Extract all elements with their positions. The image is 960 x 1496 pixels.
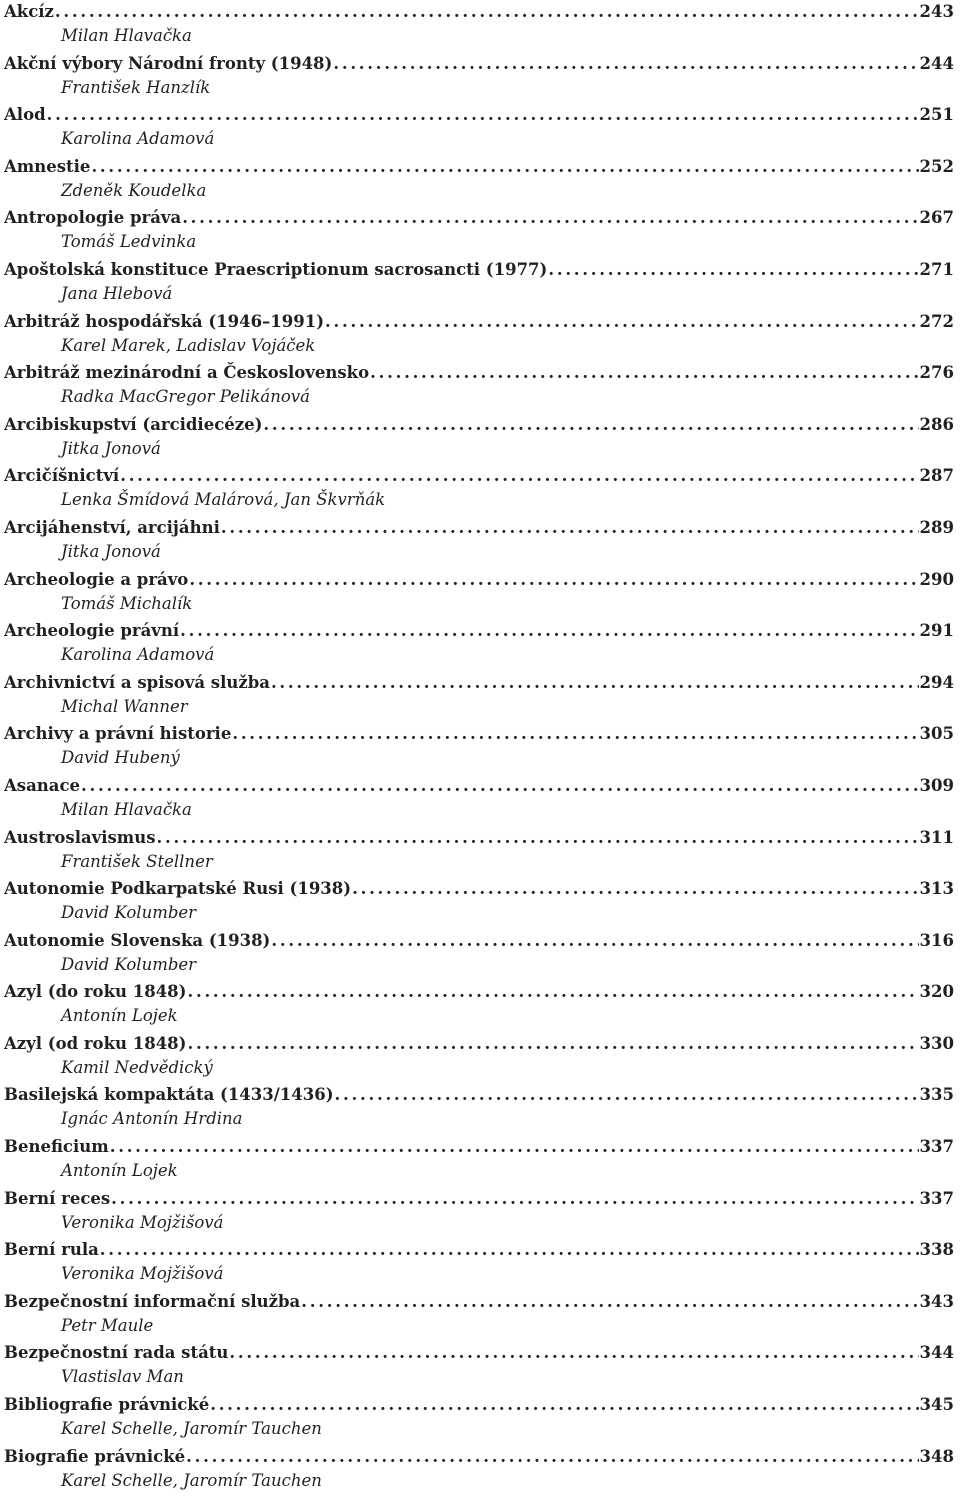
entry-title[interactable]: Arbitráž hospodářská (1946–1991) bbox=[4, 311, 325, 331]
entry-author: Veronika Mojžišová bbox=[61, 1264, 224, 1284]
entry-title[interactable]: Antropologie práva bbox=[4, 208, 182, 228]
toc-entry-line[interactable] bbox=[4, 877, 954, 901]
toc-entry[interactable] bbox=[4, 619, 954, 671]
dot-leader bbox=[370, 361, 918, 385]
entry-title[interactable]: Arbitráž mezinárodní a Československo bbox=[4, 363, 370, 383]
dot-leader bbox=[120, 464, 918, 488]
dot-leader bbox=[221, 516, 919, 540]
entry-title[interactable]: Beneficium bbox=[4, 1137, 109, 1157]
toc-entry-line[interactable] bbox=[4, 826, 954, 850]
entry-author: Radka MacGregor Pelikánová bbox=[61, 387, 310, 407]
toc-entry-line[interactable] bbox=[4, 1238, 954, 1262]
toc-entry-line[interactable] bbox=[4, 929, 954, 953]
entry-page-number[interactable]: 276 bbox=[919, 363, 954, 383]
dot-leader bbox=[110, 1135, 919, 1159]
entry-author: Karel Schelle, Jaromír Tauchen bbox=[61, 1419, 322, 1439]
entry-author: Zdeněk Koudelka bbox=[61, 180, 207, 200]
toc-entry[interactable] bbox=[4, 1032, 954, 1084]
toc-entry-line[interactable] bbox=[4, 1187, 954, 1211]
entry-author: Veronika Mojžišová bbox=[61, 1212, 224, 1232]
toc-entry-line[interactable] bbox=[4, 413, 954, 437]
dot-leader bbox=[232, 722, 918, 746]
entry-author: Michal Wanner bbox=[61, 696, 188, 716]
toc-entry-line[interactable] bbox=[4, 516, 954, 540]
entry-author: Milan Hlavačka bbox=[61, 799, 192, 819]
table-of-contents bbox=[4, 0, 954, 1496]
toc-entry-line[interactable] bbox=[4, 980, 954, 1004]
entry-page-number[interactable]: 330 bbox=[919, 1033, 954, 1053]
toc-entry[interactable] bbox=[4, 929, 954, 981]
entry-page-number[interactable]: 337 bbox=[919, 1188, 954, 1208]
entry-page-number[interactable]: 272 bbox=[919, 311, 954, 331]
dot-leader bbox=[47, 103, 919, 127]
entry-title[interactable]: Archivy a právní historie bbox=[4, 724, 232, 744]
entry-author: František Hanzlík bbox=[61, 77, 211, 97]
toc-entry-line[interactable] bbox=[4, 0, 954, 24]
entry-author: Tomáš Ledvinka bbox=[61, 232, 197, 252]
dot-leader bbox=[301, 1290, 918, 1314]
toc-entry-line[interactable] bbox=[4, 1083, 954, 1107]
toc-entry[interactable] bbox=[4, 1393, 954, 1445]
toc-entry-line[interactable] bbox=[4, 722, 954, 746]
toc-entry[interactable] bbox=[4, 1135, 954, 1187]
entry-author: Milan Hlavačka bbox=[61, 26, 192, 45]
entry-title[interactable]: Arcičíšnictví bbox=[4, 466, 120, 486]
entry-page-number[interactable]: 267 bbox=[919, 208, 954, 228]
toc-entry-line[interactable] bbox=[4, 1341, 954, 1365]
toc-entry-line[interactable] bbox=[4, 1393, 954, 1417]
dot-leader bbox=[325, 310, 919, 334]
toc-entry-line[interactable] bbox=[4, 52, 954, 76]
entry-page-number[interactable]: 294 bbox=[919, 672, 954, 692]
dot-leader bbox=[100, 1238, 919, 1262]
entry-author: Kamil Nedvědický bbox=[61, 1057, 213, 1077]
entry-title[interactable]: Biografie právnické bbox=[4, 1446, 186, 1466]
entry-page-number[interactable]: 348 bbox=[919, 1446, 954, 1466]
entry-title[interactable]: Apoštolská konstituce Praescriptionum sacrosancti (1977) bbox=[4, 259, 548, 279]
toc-entry[interactable] bbox=[4, 0, 954, 52]
toc-entry[interactable] bbox=[4, 671, 954, 723]
entry-title[interactable]: Berní reces bbox=[4, 1188, 111, 1208]
entry-author: Karel Schelle, Jaromír Tauchen bbox=[61, 1470, 322, 1490]
entry-page-number[interactable]: 343 bbox=[919, 1291, 954, 1311]
entry-page-number[interactable]: 243 bbox=[919, 2, 954, 21]
toc-entry[interactable] bbox=[4, 516, 954, 568]
toc-entry[interactable] bbox=[4, 206, 954, 258]
entry-title[interactable]: Autonomie Slovenska (1938) bbox=[4, 930, 271, 950]
dot-leader bbox=[189, 568, 918, 592]
dot-leader bbox=[210, 1393, 918, 1417]
entry-author: Lenka Šmídová Malárová, Jan Škvrňák bbox=[61, 490, 386, 510]
entry-title[interactable]: Azyl (do roku 1848) bbox=[4, 982, 187, 1002]
entry-page-number[interactable]: 251 bbox=[919, 105, 954, 125]
dot-leader bbox=[187, 1032, 918, 1056]
entry-page-number[interactable]: 345 bbox=[919, 1395, 954, 1415]
dot-leader bbox=[91, 155, 918, 179]
entry-title[interactable]: Arcijáhenství, arcijáhni bbox=[4, 517, 220, 537]
entry-page-number[interactable]: 291 bbox=[919, 621, 954, 641]
dot-leader bbox=[333, 52, 918, 76]
toc-entry[interactable] bbox=[4, 1341, 954, 1393]
dot-leader bbox=[271, 671, 919, 695]
entry-title[interactable]: Akční výbory Národní fronty (1948) bbox=[4, 53, 333, 73]
toc-entry-line[interactable] bbox=[4, 619, 954, 643]
entry-title[interactable]: Archeologie právní bbox=[4, 621, 180, 641]
toc-entry-line[interactable] bbox=[4, 1135, 954, 1159]
entry-page-number[interactable]: 309 bbox=[919, 775, 954, 795]
entry-page-number[interactable]: 244 bbox=[919, 53, 954, 73]
entry-page-number[interactable]: 320 bbox=[919, 982, 954, 1002]
entry-author: Vlastislav Man bbox=[61, 1367, 184, 1387]
toc-entry-line[interactable] bbox=[4, 671, 954, 695]
toc-entry-line[interactable] bbox=[4, 155, 954, 179]
entry-title[interactable]: Alod bbox=[4, 105, 46, 125]
entry-page-number[interactable]: 252 bbox=[919, 156, 954, 176]
entry-page-number[interactable]: 344 bbox=[919, 1343, 954, 1363]
dot-leader bbox=[271, 929, 918, 953]
entry-author: Jitka Jonová bbox=[61, 541, 161, 561]
dot-leader bbox=[335, 1083, 919, 1107]
toc-entry[interactable] bbox=[4, 774, 954, 826]
entry-author: David Kolumber bbox=[61, 954, 197, 974]
entry-title[interactable]: Bibliografie právnické bbox=[4, 1395, 210, 1415]
entry-page-number[interactable]: 305 bbox=[919, 724, 954, 744]
dot-leader bbox=[157, 826, 919, 850]
dot-leader bbox=[81, 774, 919, 798]
entry-author: David Kolumber bbox=[61, 903, 197, 923]
entry-title[interactable]: Amnestie bbox=[4, 156, 91, 176]
toc-entry-line[interactable] bbox=[4, 774, 954, 798]
dot-leader bbox=[180, 619, 918, 643]
toc-entry[interactable] bbox=[4, 52, 954, 104]
dot-leader bbox=[55, 0, 919, 24]
entry-title[interactable]: Archeologie a právo bbox=[4, 569, 189, 589]
dot-leader bbox=[186, 1445, 918, 1469]
entry-author: Karel Marek, Ladislav Vojáček bbox=[61, 335, 316, 355]
entry-title[interactable]: Austroslavismus bbox=[4, 827, 156, 847]
toc-entry[interactable] bbox=[4, 1187, 954, 1239]
entry-page-number[interactable]: 337 bbox=[919, 1137, 954, 1157]
dot-leader bbox=[548, 258, 918, 282]
toc-entry[interactable] bbox=[4, 361, 954, 413]
entry-title[interactable]: Bezpečnostní rada státu bbox=[4, 1343, 229, 1363]
entry-author: Karolina Adamová bbox=[61, 129, 215, 149]
toc-entry-line[interactable] bbox=[4, 1445, 954, 1469]
dot-leader bbox=[187, 980, 918, 1004]
entry-author: František Stellner bbox=[61, 851, 213, 871]
entry-title[interactable]: Asanace bbox=[4, 775, 81, 795]
entry-page-number[interactable]: 338 bbox=[919, 1240, 954, 1260]
toc-entry[interactable] bbox=[4, 464, 954, 516]
entry-author: Jana Hlebová bbox=[61, 283, 173, 303]
toc-entry-line[interactable] bbox=[4, 1290, 954, 1314]
entry-title[interactable]: Arcibiskupství (arcidiecéze) bbox=[4, 414, 263, 434]
entry-page-number[interactable]: 335 bbox=[919, 1085, 954, 1105]
entry-author: David Hubený bbox=[61, 748, 180, 768]
toc-entry[interactable] bbox=[4, 1083, 954, 1135]
entry-title[interactable]: Azyl (od roku 1848) bbox=[4, 1033, 187, 1053]
toc-entry-line[interactable] bbox=[4, 464, 954, 488]
entry-title[interactable]: Autonomie Podkarpatské Rusi (1938) bbox=[4, 879, 352, 899]
toc-entry-line[interactable] bbox=[4, 258, 954, 282]
entry-author: Karolina Adamová bbox=[61, 645, 215, 665]
entry-author: Antonín Lojek bbox=[61, 1006, 178, 1026]
toc-entry-line[interactable] bbox=[4, 206, 954, 230]
toc-entry-line[interactable] bbox=[4, 310, 954, 334]
entry-page-number[interactable]: 286 bbox=[919, 414, 954, 434]
dot-leader bbox=[263, 413, 918, 437]
toc-entry[interactable] bbox=[4, 1238, 954, 1290]
toc-entry[interactable] bbox=[4, 258, 954, 310]
toc-entry[interactable] bbox=[4, 155, 954, 207]
entry-author: Antonín Lojek bbox=[61, 1161, 178, 1181]
entry-title[interactable]: Berní rula bbox=[4, 1240, 99, 1260]
toc-entry-line[interactable] bbox=[4, 1032, 954, 1056]
toc-entry-line[interactable] bbox=[4, 568, 954, 592]
dot-leader bbox=[182, 206, 918, 230]
toc-entry[interactable] bbox=[4, 722, 954, 774]
toc-entry[interactable] bbox=[4, 826, 954, 878]
dot-leader bbox=[229, 1341, 918, 1365]
entry-page-number[interactable]: 313 bbox=[919, 879, 954, 899]
toc-entry[interactable] bbox=[4, 413, 954, 465]
toc-entry-line[interactable] bbox=[4, 361, 954, 385]
dot-leader bbox=[352, 877, 918, 901]
toc-entry[interactable] bbox=[4, 1445, 954, 1496]
entry-author: Petr Maule bbox=[61, 1315, 154, 1335]
dot-leader bbox=[111, 1187, 918, 1211]
entry-page-number[interactable]: 271 bbox=[919, 259, 954, 279]
entry-page-number[interactable]: 311 bbox=[919, 827, 954, 847]
toc-entry[interactable] bbox=[4, 980, 954, 1032]
entry-title[interactable]: Bezpečnostní informační služba bbox=[4, 1291, 301, 1311]
entry-page-number[interactable]: 289 bbox=[919, 517, 954, 537]
entry-author: Tomáš Michalík bbox=[61, 593, 193, 613]
toc-entry[interactable] bbox=[4, 310, 954, 362]
toc-entry[interactable] bbox=[4, 1290, 954, 1342]
toc-entry[interactable] bbox=[4, 877, 954, 929]
entry-author: Ignác Antonín Hrdina bbox=[61, 1109, 243, 1129]
entry-page-number[interactable]: 316 bbox=[919, 930, 954, 950]
entry-title[interactable]: Basilejská kompaktáta (1433/1436) bbox=[4, 1085, 334, 1105]
entry-page-number[interactable]: 287 bbox=[919, 466, 954, 486]
entry-page-number[interactable]: 290 bbox=[919, 569, 954, 589]
entry-author: Jitka Jonová bbox=[61, 438, 161, 458]
toc-entry-line[interactable] bbox=[4, 103, 954, 127]
toc-entry[interactable] bbox=[4, 568, 954, 620]
entry-title[interactable]: Archivnictví a spisová služba bbox=[4, 672, 270, 692]
entry-title[interactable]: Akcíz bbox=[4, 2, 54, 21]
toc-entry[interactable] bbox=[4, 103, 954, 155]
